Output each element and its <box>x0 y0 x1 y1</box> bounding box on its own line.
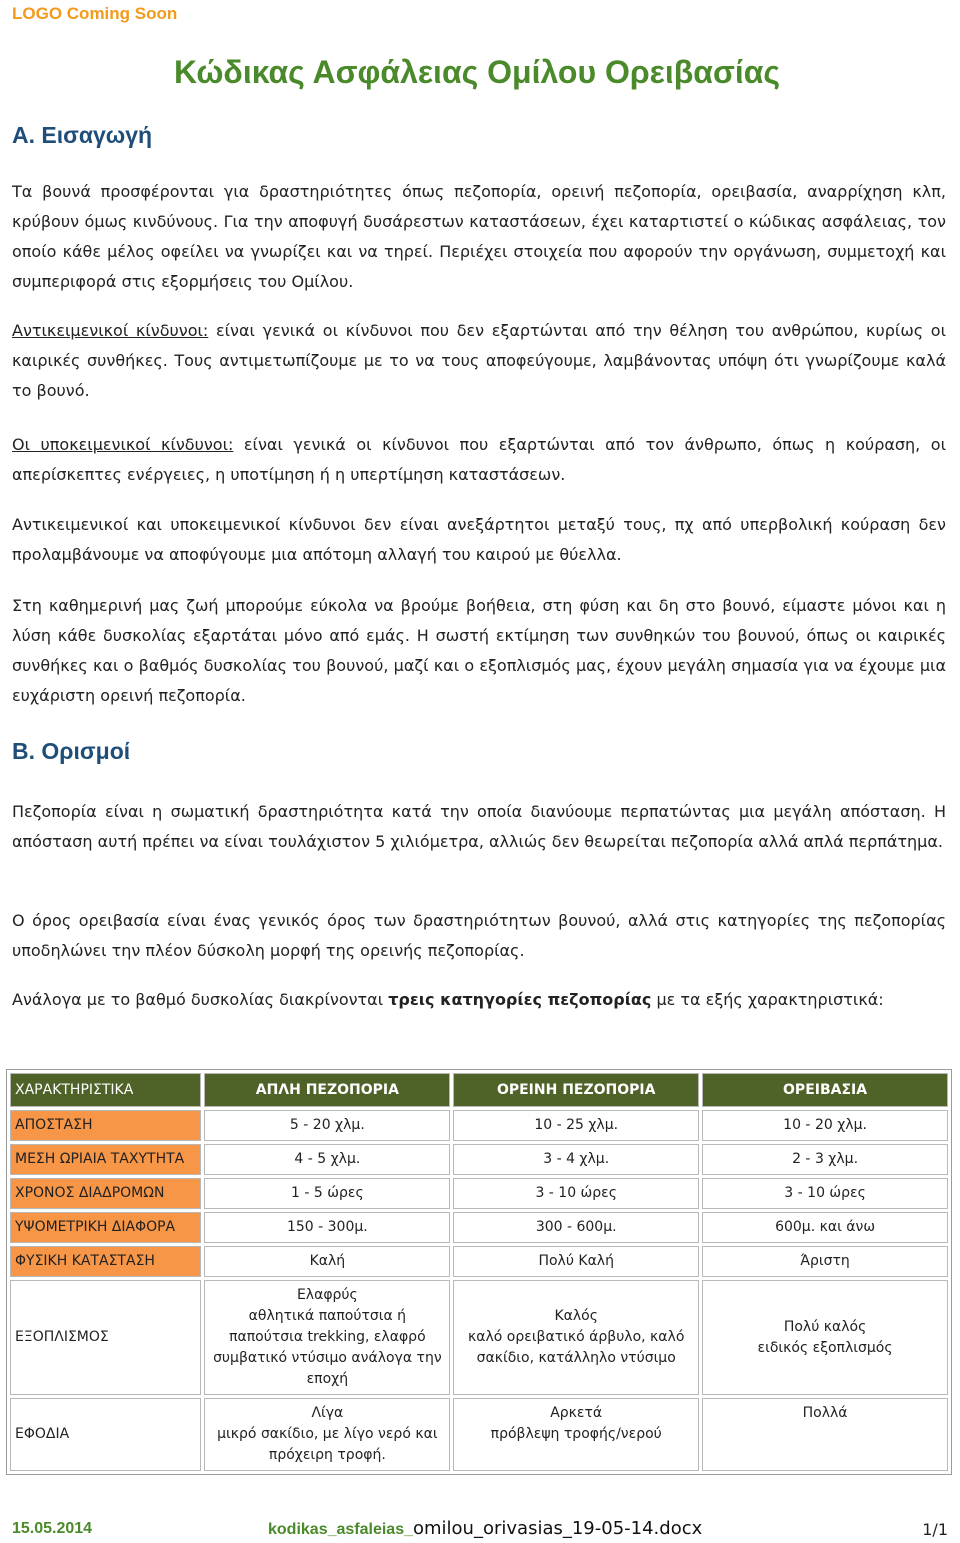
table-cell: 600μ. και άνω <box>702 1212 948 1243</box>
subjective-risks-term: Οι υποκειμενικοί κίνδυνοι: <box>12 435 234 454</box>
cell-line: Λίγα <box>311 1405 344 1421</box>
objective-risks-text: είναι γενικά οι κίνδυνοι που δεν εξαρτώνται από την θέληση του ανθρώπου, κυρίως οι καιρικές συνθήκες. Τους αντιμετωπίζουμε με το να τους αποφεύγουμε, λαμβάνοντας υπόψη ότι γνωρίζουμε καλά το βουνό. <box>12 321 947 400</box>
section-heading-intro: Α. Εισαγωγή <box>12 122 153 148</box>
table-cell: 150 - 300μ. <box>204 1212 450 1243</box>
page-footer <box>12 1518 948 1542</box>
header-simple-hiking: ΑΠΛΗ ΠΕΖΟΠΟΡΙΑ <box>204 1073 450 1107</box>
row-label-avg-speed: ΜΕΣΗ ΩΡΙΑΙΑ ΤΑΧΥΤΗΤΑ <box>10 1144 201 1175</box>
footer-filename-rest: omilou_orivasias_19-05-14.docx <box>413 1518 703 1539</box>
table-cell: 10 - 20 χλμ. <box>702 1110 948 1141</box>
cell-line: μικρό σακίδιο, με λίγο νερό και <box>217 1426 438 1442</box>
table-cell <box>702 1398 948 1471</box>
table-cell: 300 - 600μ. <box>453 1212 699 1243</box>
cell-line: Καλός <box>554 1308 598 1324</box>
row-label-supplies: ΕΦΟΔΙΑ <box>10 1398 201 1471</box>
cell-line: ειδικός εξοπλισμός <box>757 1339 893 1356</box>
cell-line: πρόχειρη τροφή. <box>268 1447 386 1463</box>
table-cell: Πολύ Καλή <box>453 1246 699 1277</box>
table-cell: 3 - 10 ώρες <box>453 1178 699 1209</box>
footer-filename-prefix: kodikas_asfaleias_ <box>268 1521 413 1538</box>
table-cell: 1 - 5 ώρες <box>204 1178 450 1209</box>
table-cell <box>204 1398 450 1471</box>
intro-paragraph: Τα βουνά προσφέρονται για δραστηριότητες όπως πεζοπορία, ορεινή πεζοπορία, ορειβασία, αναρρίχηση κλπ, κρύβουν όμως κινδύνους. Για την αποφυγή δυσάρεστων καταστάσεων, έχει καταρτιστεί ο κώδικας ασφάλειας, τον οποίο κάθε μέλος οφείλει να γνωρίζει και να τηρεί. Περιέχει στοιχεία που αφορούν την οργάνωση, συμμετοχή και συμπεριφορά στις εξορμήσεις του Ομίλου. <box>12 182 946 291</box>
cell-line: καλό ορειβατικό άρβυλο, καλό <box>468 1329 685 1345</box>
table-header-row <box>10 1073 948 1107</box>
cell-line: Πολλά <box>802 1405 848 1421</box>
cell-line: πρόβλεψη τροφής/νερού <box>490 1426 662 1442</box>
table-cell: Άριστη <box>702 1246 948 1277</box>
table-cell: 2 - 3 χλμ. <box>702 1144 948 1175</box>
table-cell: 10 - 25 χλμ. <box>453 1110 699 1141</box>
table-row <box>10 1212 948 1243</box>
row-label-fitness: ΦΥΣΙΚΗ ΚΑΤΑΣΤΑΣΗ <box>10 1246 201 1277</box>
mountaineering-definition-paragraph: Ο όρος ορειβασία είναι ένας γενικός όρος των δραστηριότητων βουνού, αλλά στις κατηγορίες της πεζοπορίας υποδηλώνει την πλέον δύσκολη μορφή της ορεινής πεζοπορίας. <box>12 911 946 960</box>
cell-line: παπούτσια trekking, ελαφρό <box>229 1329 426 1345</box>
document-title: Κώδικας Ασφάλειας Ομίλου Ορειβασίας <box>174 54 781 90</box>
table-cell: 4 - 5 χλμ. <box>204 1144 450 1175</box>
row-label-elevation: ΥΨΟΜΕΤΡΙΚΗ ΔΙΑΦΟΡΑ <box>10 1212 201 1243</box>
table-row <box>10 1280 948 1395</box>
table-cell <box>453 1280 699 1395</box>
table-cell <box>702 1280 948 1395</box>
header-mountaineering: ΟΡΕΙΒΑΣΙΑ <box>702 1073 948 1107</box>
row-label-route-time: ΧΡΟΝΟΣ ΔΙΑΔΡΟΜΩΝ <box>10 1178 201 1209</box>
hiking-definition-paragraph: Πεζοπορία είναι η σωματική δραστηριότητα κατά την οποία διανύουμε περπατώντας μια μεγάλη απόσταση. Η απόσταση αυτή πρέπει να είναι τουλάχιστον 5 χιλιόμετρα, αλλιώς δεν θεωρείται πεζοπορία αλλά απλά περπάτημα. <box>12 802 946 851</box>
footer-filename <box>268 1518 702 1539</box>
row-label-equipment: ΕΞΟΠΛΙΣΜΟΣ <box>10 1280 201 1395</box>
table-row <box>10 1110 948 1141</box>
cell-line: σακίδιο, κατάλληλο ντύσιμο <box>476 1350 676 1366</box>
table-row <box>10 1246 948 1277</box>
subjective-risks-text: είναι γενικά οι κίνδυνοι που εξαρτώνται από τον άνθρωπο, όπως η κούραση, οι απερίσκεπτες ενέργειες, η υποτίμηση ή η υπερτίμηση καταστάσεων. <box>12 435 946 484</box>
table-cell: 5 - 20 χλμ. <box>204 1110 450 1141</box>
table-cell <box>453 1398 699 1471</box>
cell-line: συμβατικό ντύσιμο ανάλογα την <box>213 1350 442 1366</box>
table-row <box>10 1144 948 1175</box>
footer-date: 15.05.2014 <box>12 1520 93 1537</box>
categories-intro-paragraph <box>12 985 946 1015</box>
table-cell <box>204 1280 450 1395</box>
row-label-distance: ΑΠΟΣΤΑΣΗ <box>10 1110 201 1141</box>
hiking-categories-table <box>6 1069 952 1475</box>
categories-intro-bold: τρεις κατηγορίες πεζοπορίας <box>388 990 652 1009</box>
footer-page-number: 1/1 <box>922 1520 948 1539</box>
table-cell: 3 - 10 ώρες <box>702 1178 948 1209</box>
table-cell: 3 - 4 χλμ. <box>453 1144 699 1175</box>
table-row <box>10 1178 948 1209</box>
logo: LOGO Coming Soon <box>12 4 178 23</box>
cell-line: Πολύ καλός <box>783 1318 867 1335</box>
subjective-risks-paragraph <box>12 430 946 490</box>
risks-relation-paragraph: Αντικειμενικοί και υποκειμενικοί κίνδυνοι δεν είναι ανεξάρτητοι μεταξύ τους, πχ από υπερβολική κούραση δεν προλαμβάνουμε να αποφύγουμε μια απότομη αλλαγή του καιρού με θύελλα. <box>12 515 946 564</box>
header-mountain-hiking: ΟΡΕΙΝΗ ΠΕΖΟΠΟΡΙΑ <box>453 1073 699 1107</box>
objective-risks-paragraph <box>12 316 946 406</box>
table-cell: Καλή <box>204 1246 450 1277</box>
header-characteristics: ΧΑΡΑΚΤΗΡΙΣΤΙΚΑ <box>10 1073 201 1107</box>
table-row <box>10 1398 948 1471</box>
objective-risks-term: Αντικειμενικοί κίνδυνοι: <box>12 321 209 340</box>
cell-line: Αρκετά <box>550 1405 603 1421</box>
cell-line: εποχή <box>306 1371 349 1387</box>
categories-intro-pre: Ανάλογα με το βαθμό δυσκολίας διακρίνονται <box>12 990 389 1009</box>
section-heading-definitions: Β. Ορισμοί <box>12 738 131 764</box>
categories-intro-post: με τα εξής χαρακτηριστικά: <box>651 990 884 1009</box>
cell-line: Ελαφρύς <box>296 1287 358 1303</box>
cell-line: αθλητικά παπούτσια ή <box>248 1308 407 1324</box>
self-reliance-paragraph: Στη καθημερινή μας ζωή μπορούμε εύκολα να βρούμε βοήθεια, στη φύση και δη στο βουνό, είμαστε μόνοι και η λύση κάθε δυσκολίας εξαρτάται μόνο από εμάς. Η σωστή εκτίμηση των συνθηκών του βουνού, όπως οι καιρικές συνθήκες και ο βαθμός δυσκολίας του βουνού, μαζί και ο εξοπλισμός μας, έχουν μεγάλη σημασία για να έχουμε μια ευχάριστη ορεινή πεζοπορία. <box>12 596 946 705</box>
